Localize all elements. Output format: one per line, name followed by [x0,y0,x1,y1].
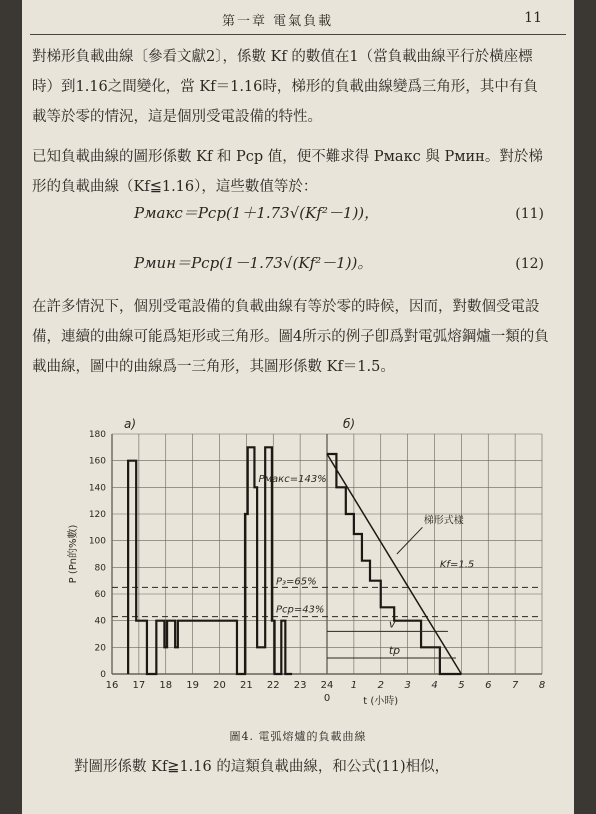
y-tick-label: 60 [94,590,106,600]
book-page [22,0,574,814]
x-tick-label-a: 22 [266,680,280,691]
x-tick-label-b: 2 [377,680,384,691]
equation-12: Pмин＝Pcp(1－1.73√(Kf²－1))。 [134,254,373,272]
y-tick-label: 0 [100,670,106,680]
tp-annotation: tp [388,644,401,657]
x-tick-label-b: 5 [458,680,465,691]
chapter-title: 第一章 電氣負載 [222,14,334,29]
v-annotation: v [388,617,396,631]
paragraph-1: 對梯形負載曲線〔參看文獻2〕，係數 Kf 的數值在1（當負載曲線平行於橫座標時）到1.16之間變化，當 Kf＝1.16時，梯形的負載曲線變爲三角形，其中有負載等於零的情況，這是個別受電設備的特性。 [32,49,538,125]
x-tick-label-b: 8 [538,680,546,691]
paragraph-4: 對圖形係數 Kf≧1.16 的這類負載曲線，和公式(11)相似， [74,759,450,775]
y-tick-label: 100 [88,536,106,547]
x-tick-label-a: 20 [213,680,226,691]
equation-11-number: (11) [515,206,544,222]
panel-b-label: б) [343,417,356,431]
x-tick-label-b: 1 [350,680,358,691]
y-tick-label: 20 [94,643,106,654]
x-tick-label-a: 21 [240,680,253,691]
x-tick-label-a: 16 [105,680,119,691]
x-tick-label-b: 7 [511,680,519,691]
x-tick-label-a: 23 [293,680,307,691]
y-axis-label: P (Pn的%數) [68,524,79,584]
y-tick-label: 140 [88,483,106,494]
x-tick-label-a: 24 [320,680,334,691]
p3-annotation: P₃=65% [275,576,317,588]
equation-12-number: (12) [515,256,544,272]
x-tick-label-b: 4 [431,680,438,691]
x-tick-label-a: 18 [159,680,173,691]
pmax-annotation: Pмакс=143% [258,474,327,485]
y-tick-label: 160 [88,456,106,467]
kf-annotation: Kf=1.5 [439,559,475,571]
x-tick-label-a: 17 [132,680,146,691]
y-tick-label: 40 [94,616,106,627]
x-tick-label-b-zero: 0 [323,693,331,704]
x-tick-label-b: 3 [404,680,411,691]
paragraph-2: 已知負載曲線的圖形係數 Kf 和 Pcp 值，便不難求得 Pмакс 與 Pмин。對於梯形的負載曲線（Kf≦1.16），這些數值等於： [32,149,543,195]
x-axis-label: t (小時) [363,696,399,707]
figure-caption: 圖4. 電弧熔爐的負載曲線 [229,730,367,743]
pcp-annotation: Pcp=43% [275,604,325,616]
y-tick-label: 180 [88,430,106,440]
x-tick-label-a: 19 [186,680,199,691]
x-tick-label-b: 6 [485,680,492,691]
header-rule [30,34,566,35]
y-tick-label: 120 [88,510,106,520]
paragraph-3: 在許多情況下，個別受電設備的負載曲線有等於零的時候，因而，對數個受電設備，連續的曲線可能爲矩形或三角形。圖4所示的例子卽爲對電弧熔鋼爐一類的負載曲線，圖中的曲線爲一三角形，其圖形係數 Kf＝1.5。 [32,299,549,375]
page-header [22,10,574,30]
equation-11: Pмакс＝Pcp(1＋1.73√(Kf²－1))， [134,204,380,222]
load-curve-chart [62,412,552,717]
page-number: 11 [524,10,542,26]
trapezoid-annotation: 梯形式樣 [423,515,464,527]
panel-a-label: a) [124,417,137,431]
y-tick-label: 80 [94,563,106,574]
